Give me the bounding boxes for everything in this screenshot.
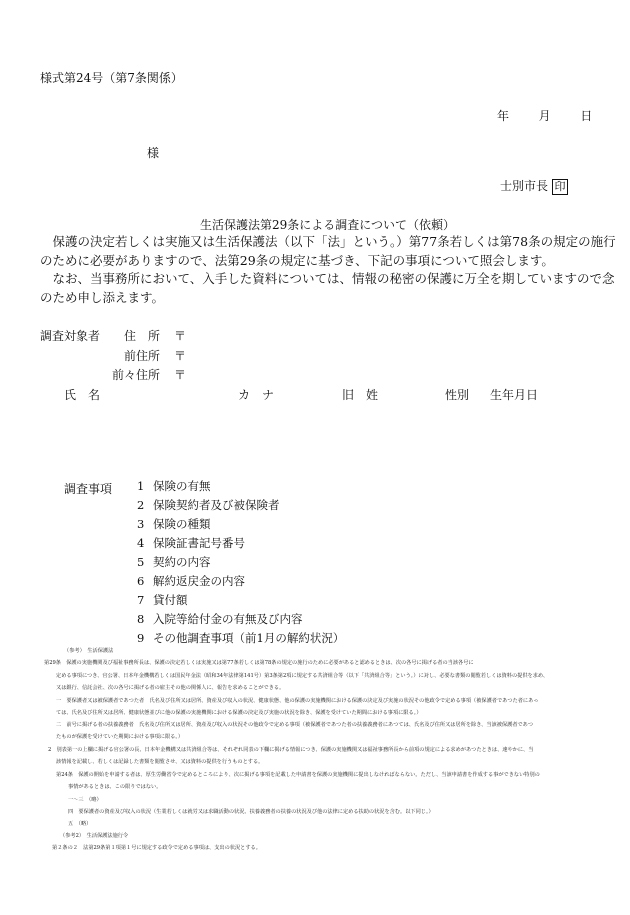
reference-line: 二 前号に掲げる者の扶養義務者 氏名及び住所又は居所、資産及び収入の状況その他政令で定める事項（被保護者であつた者の扶養義務者にあつては、氏名及び住所又は居所を除き、当該被保護者であつ: [56, 722, 534, 728]
survey-item-number: 8: [137, 612, 145, 626]
survey-item-number: 9: [137, 631, 145, 645]
reference-line: ては、氏名及び住所又は居所、健康状態並びに他の保護の実施機関における保護の決定及び実施の状況を除き、保護を受けていた期間における事項に限る。）: [56, 710, 422, 716]
reference-line: 第２条の２ 法第29条第１項第１号に規定する政令で定める事項は、支出の状況とする。: [52, 845, 261, 851]
reference-line: 第24条 保護の開始を申請する者は、厚生労働省令で定めるところにより、次に掲げる事項を記載した申請書を保護の実施機関に提出しなければならない。ただし、当該申請書を作成する事ができない特別の: [56, 772, 540, 778]
reference-line: 事情があるときは、この限りではない。: [68, 784, 162, 790]
reference-line: 該情報を記載し、若しくは記録した書類を閲覧させ、又は資料の提供を行うものとする。: [56, 759, 264, 765]
date-month-label: 月: [538, 109, 551, 123]
survey-item: [137, 573, 245, 589]
survey-item-number: 3: [137, 517, 145, 531]
prev-address-label: 前住所: [124, 349, 161, 363]
survey-item-number: 4: [137, 536, 145, 550]
survey-item: [137, 478, 211, 494]
survey-item-number: 6: [137, 574, 145, 588]
survey-item-text: 保険の有無: [153, 479, 211, 493]
reference-line: 四 要保護者の資産及び収入の状況（生業若しくは就労又は求職活動の状況、扶養義務者の扶養の状況及び他の法律に定める扶助の状況を含む。以下同じ。）: [68, 809, 434, 815]
survey-item: [137, 630, 344, 646]
date-day-label: 日: [580, 109, 593, 123]
sex-label: 性別: [445, 388, 470, 402]
survey-item-number: 2: [137, 498, 145, 512]
survey-item: [137, 592, 188, 608]
kana-label: カ ナ: [238, 388, 275, 402]
survey-item-text: 貸付額: [153, 593, 188, 607]
reference-line: 第29条 保護の実施機関及び福祉事務所長は、保護の決定若しくは実施又は第77条若しくは第78条の規定の施行のために必要があると認めるときは、次の各号に掲げる者の当該各号に: [44, 660, 474, 666]
reference-line: 一 要保護者又は被保護者であつた者 氏名及び住所又は居所、資産及び収入の状況、健康状態、他の保護の実施機関における保護の決定及び実施の状況その他政令で定める事項（被保護者であつた者にあっ: [56, 698, 539, 704]
birth-date-label: 生年月日: [490, 388, 539, 402]
former-surname-label: 旧 姓: [342, 388, 379, 402]
postal-mark-1: 〒: [174, 329, 187, 343]
reference-line: 一～三 （略）: [68, 797, 102, 803]
survey-item: [137, 554, 211, 570]
body-paragraph-1: 保護の決定若しくは実施又は生活保護法（以下「法」という。）第77条若しくは第78条の規定の施行のために必要がありますので、法第29条の規定に基づき、下記の事項について照会します。: [40, 234, 616, 268]
body-paragraph-2: なお、当事務所において、入手した資料については、情報の秘密の保護に万全を期していますので念のため申し添えます。: [40, 271, 615, 305]
survey-item-text: その他調査事項（前1月の解約状況）: [153, 631, 345, 645]
sender-name: 士別市長: [500, 179, 549, 193]
survey-item-text: 保険証書記号番号: [153, 536, 245, 550]
subject-label: 調査対象者: [40, 329, 101, 343]
addressee-suffix: 様: [147, 146, 160, 160]
seal-box: 印: [552, 179, 568, 195]
date-year-label: 年: [497, 109, 510, 123]
reference-heading-1: （参考） 生活保護法: [64, 648, 114, 654]
form-number: 様式第24号（第7条関係）: [40, 71, 183, 85]
reference-heading-2: （参考2） 生活保護法施行令: [60, 833, 129, 839]
survey-item: [137, 611, 303, 627]
postal-mark-2: 〒: [174, 349, 187, 363]
survey-item-text: 保険契約者及び被保険者: [153, 498, 280, 512]
survey-item-number: 5: [137, 555, 145, 569]
survey-item-text: 解約返戻金の内容: [153, 574, 245, 588]
reference-line: たものが保護を受けていた期間における事項に限る。）: [56, 734, 184, 740]
survey-item-number: 7: [137, 593, 145, 607]
address-label: 住 所: [124, 329, 161, 343]
postal-mark-3: 〒: [174, 368, 187, 382]
survey-item: [137, 535, 245, 551]
survey-item: [137, 516, 211, 532]
document-title: 生活保護法第29条による調査について（依頼）: [200, 218, 456, 232]
survey-item-text: 入院等給付金の有無及び内容: [153, 612, 303, 626]
name-label: 氏 名: [64, 388, 101, 402]
reference-line: 定める事項につき、官公署、日本年金機構若しくは国民年金法（昭和34年法律第141号）第3条第2項に規定する共済組合等（以下「共済組合等」という。）に対し、必要な書類の閲覧若しくは資料の提供を求め、: [56, 673, 549, 679]
reference-line: 五 （略）: [68, 821, 92, 827]
reference-line: 2 別表第一の上欄に掲げる官公署の長、日本年金機構又は共済組合等は、それぞれ同表の下欄に掲げる情報につき、保護の実施機関又は福祉事務所長から前項の規定による求めがあつたときは、速やかに、当: [48, 747, 534, 753]
reference-line: 又は銀行、信託会社、次の各号に掲げる者の雇主その他の関係人に、報告を求めることができる。: [56, 685, 285, 691]
survey-label: 調査事項: [64, 482, 113, 496]
survey-item-text: 保険の種類: [153, 517, 211, 531]
survey-item-text: 契約の内容: [153, 555, 211, 569]
survey-item-number: 1: [137, 479, 145, 493]
sender-block: [500, 177, 568, 195]
prev2-address-label: 前々住所: [112, 368, 161, 382]
survey-item: [137, 497, 280, 513]
date-line: [497, 107, 592, 124]
